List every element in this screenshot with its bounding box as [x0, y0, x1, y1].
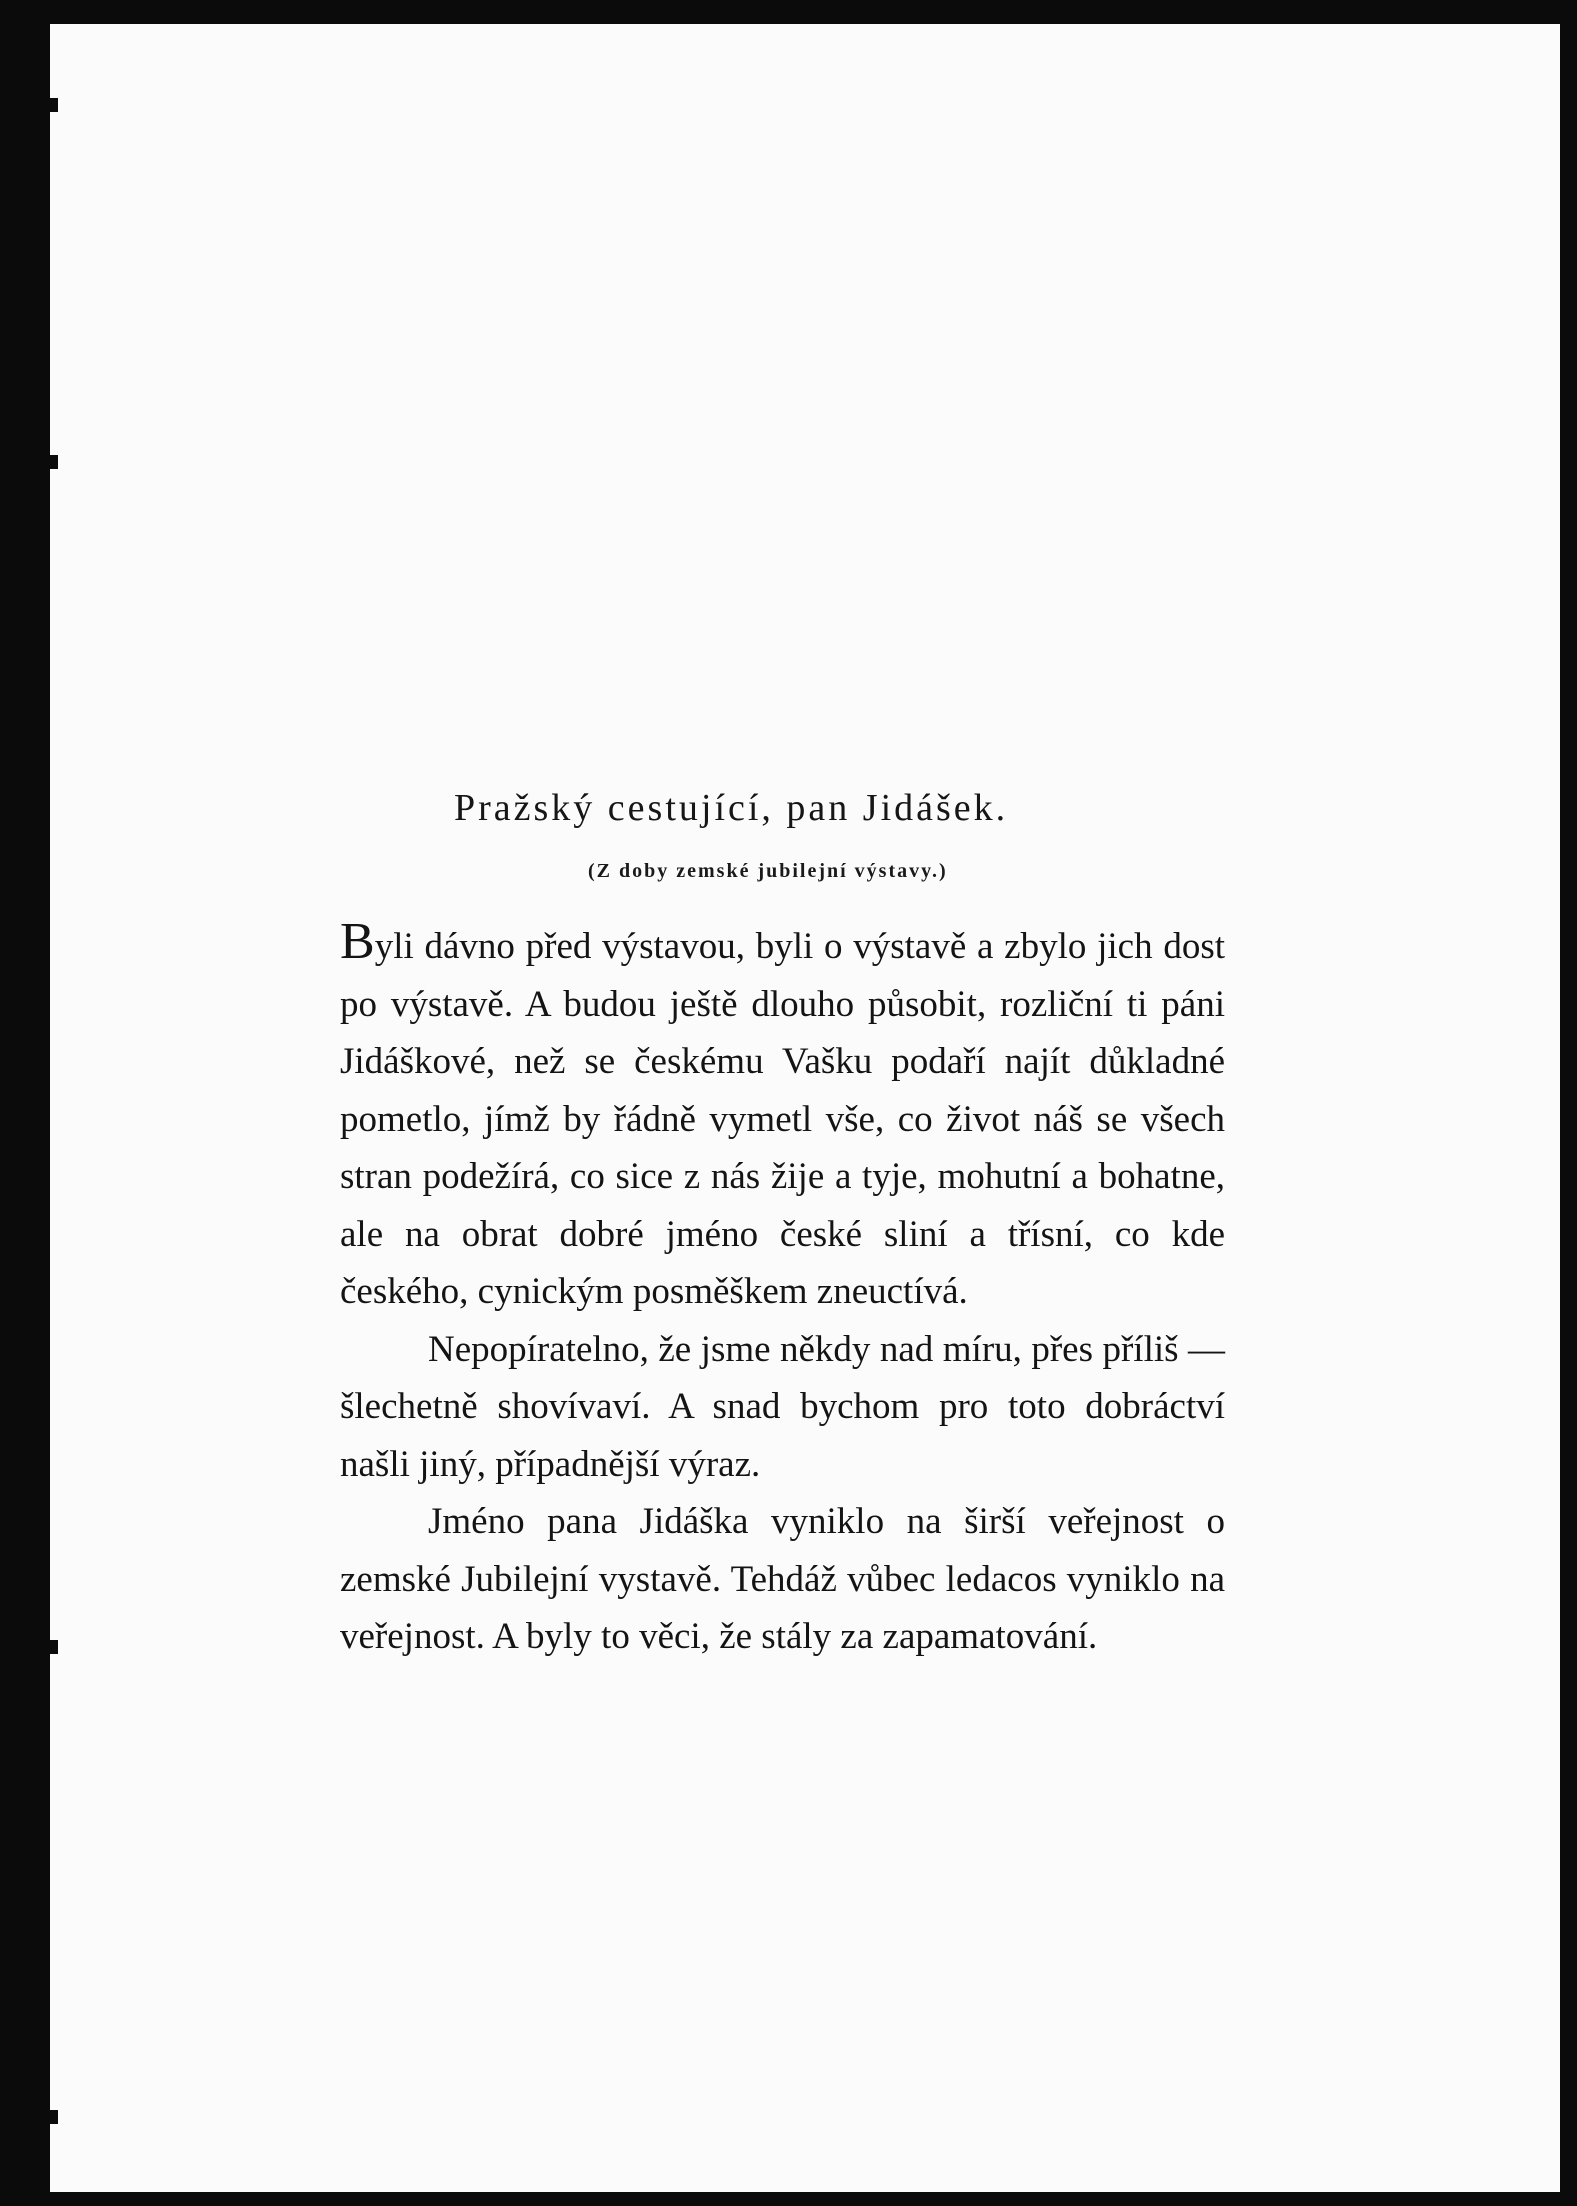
- paragraph-1: [340, 913, 1225, 1321]
- paragraph-3: Jméno pana Jidáška vyniklo na širší veřejnost o zemské Jubilejní vystavě. Tehdáž vůbec ledacos vyniklo na veřejnost. A byly to věci, že stály za zapamatování.: [340, 1501, 1225, 1657]
- body-text: [340, 913, 1225, 1666]
- chapter-title: Pražský cestující, pan Jidášek.: [454, 787, 1009, 829]
- binding-mark: [30, 1640, 58, 1654]
- paragraph-1-text: yli dávno před výstavou, byli o výstavě a zbylo jich dost po výstavě. A budou ještě dlouho působit, rozliční ti páni Jidáškové, než se českému Vašku podaří najít důkladné pometlo, jímž by řádně vymetl vše, co život náš se všech stran podežírá, co sice z nás žije a tyje, mohutní a bohatne, ale na obrat dobré jméno české sliní a třísní, co kde českého, cynickým posměškem zneuctívá.: [340, 926, 1225, 1312]
- binding-mark: [30, 455, 58, 469]
- page-binding-edge: [38, 0, 50, 2206]
- binding-mark: [30, 2110, 58, 2124]
- paragraph-2: Nepopíratelno, že jsme někdy nad míru, přes příliš — šlechetně shovívaví. A snad bychom pro toto dobráctví našli jiný, případnější výraz.: [340, 1328, 1225, 1485]
- chapter-subtitle: (Z doby zemské jubilejní výstavy.): [588, 860, 948, 882]
- binding-mark: [30, 98, 58, 112]
- initial-letter: B: [340, 913, 375, 970]
